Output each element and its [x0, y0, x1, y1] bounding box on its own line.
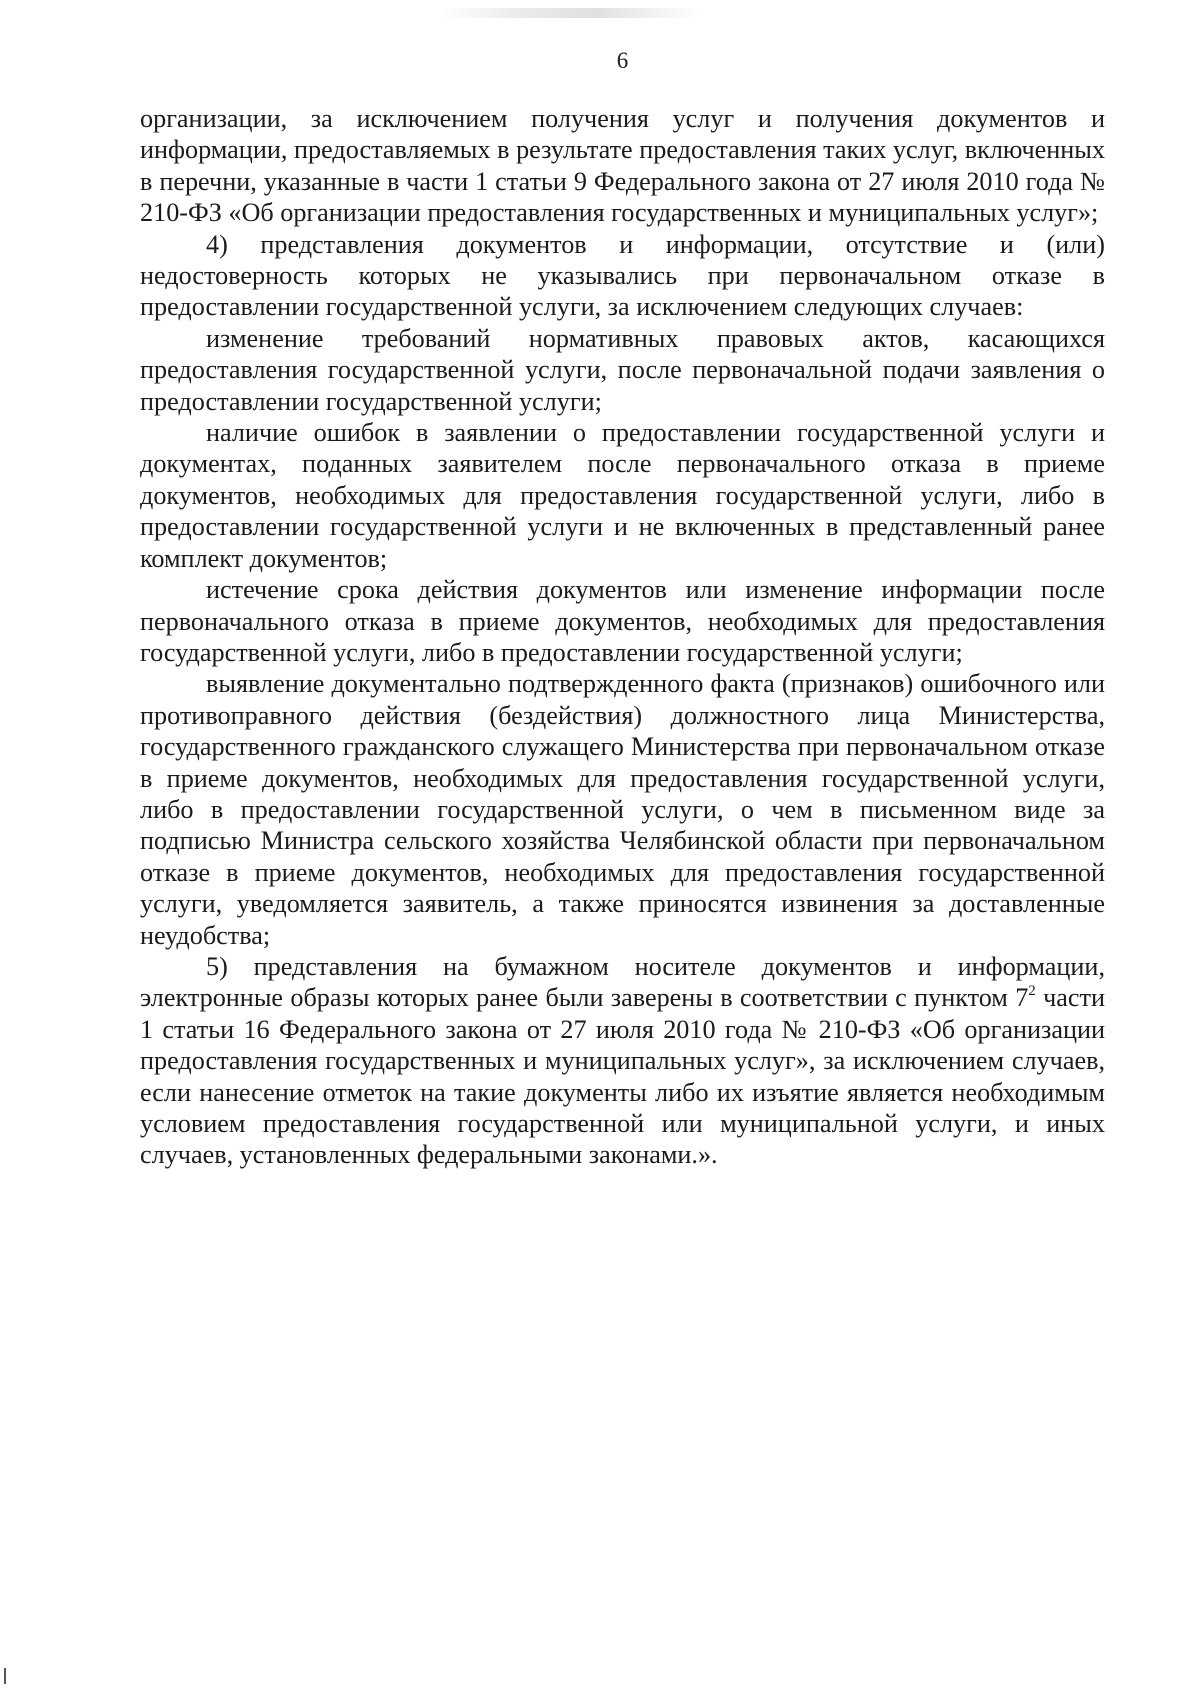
- page-number: 6: [616, 48, 629, 73]
- paragraph-case-requirements-change: изменение требований нормативных правовых актов, касающихся предоставления государственной услуги, после первоначальной подачи заявления о предоставлении государственной услуги;: [140, 323, 1105, 416]
- paragraph-item-5-part-1: 5) представления на бумажном носителе документов и информации, электронные образы которых ранее были заверены в соответствии с пунктом 7: [140, 951, 1105, 1013]
- paragraph-case-expiry: истечение срока действия документов или изменение информации после первоначального отказа в приеме документов, необходимых для предоставления государственной услуги, либо в предоставлении государственной услуги;: [140, 575, 1105, 667]
- scan-edge-mark: [4, 1668, 6, 1684]
- superscript-2: 2: [1028, 982, 1036, 999]
- paragraph-continuation: организации, за исключением получения услуг и получения документов и информации, предоставляемых в результате предоставления таких услуг, включенных в перечни, указанные в части 1 статьи 9 Федерального закона от 27 июля 2010 года № 210-ФЗ «Об организации предоставления государственных и муниципальных услуг»;: [140, 104, 1105, 228]
- paragraph-item-4: 4) представления документов и информации, отсутствие и (или) недостоверность которых не указывались при первоначальном отказе в предоставлении государственной услуги, за исключением следующих случаев:: [140, 229, 1105, 322]
- paragraph-item-5: [140, 951, 1105, 1171]
- scan-artifact: [440, 8, 700, 18]
- paragraph-item-5-part-2: части 1 статьи 16 Федерального закона от 27 июля 2010 года № 210-ФЗ «Об организации предоставления государственных и муниципальных услуг», за исключением случаев, если нанесение отметок на такие документы либо их изъятие является необходимым условием предоставления государственной или муниципальной услуги, и иных случаев, установленных федеральными законами.».: [140, 983, 1105, 1170]
- paragraph-case-misconduct: выявление документально подтвержденного факта (признаков) ошибочного или противоправного действия (бездействия) должностного лица Министерства, государственного гражданского служащего Министерства при первоначальном отказе в приеме документов, необходимых для предоставления государственной услуги, либо в предоставлении государственной услуги, о чем в письменном виде за подписью Министра сельского хозяйства Челябинской области при первоначальном отказе в приеме документов, необходимых для предоставления государственной услуги, уведомляется заявитель, а также приносятся извинения за доставленные неудобства;: [140, 669, 1105, 950]
- paragraph-case-errors: наличие ошибок в заявлении о предоставлении государственной услуги и документах, поданных заявителем после первоначального отказа в приеме документов, необходимых для предоставления государственной услуги, либо в предоставлении государственной услуги и не включенных в представленный ранее комплект документов;: [140, 418, 1105, 573]
- document-body: [140, 103, 1105, 1171]
